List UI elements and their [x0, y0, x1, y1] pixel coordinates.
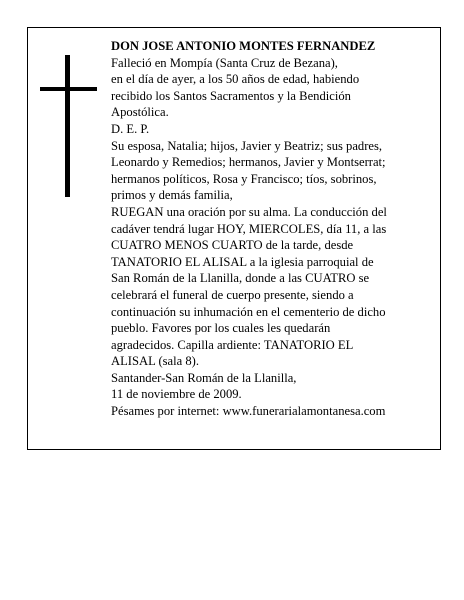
text-line: primos y demás familia, — [111, 188, 233, 203]
text-line: D. E. P. — [111, 121, 150, 136]
text-line: Santander-San Román de la Llanilla, — [111, 370, 297, 385]
text-line: 11 de noviembre de 2009. — [111, 387, 242, 402]
text-line: Su esposa, Natalia; hijos, Javier y Beatriz; sus padres, — [111, 138, 383, 153]
text-line: ALISAL (sala 8). — [111, 354, 200, 369]
text-line: celebrará el funeral de cuerpo presente, siendo a — [111, 287, 354, 302]
text-line: CUATRO MENOS CUARTO de la tarde, desde — [111, 238, 354, 253]
text-line: agradecidos. Capilla ardiente: TANATORIO EL — [111, 337, 354, 352]
deceased-name: DON JOSE ANTONIO MONTES FERNANDEZ — [111, 39, 376, 53]
text-line: Falleció en Mompía (Santa Cruz de Bezana), — [111, 55, 338, 70]
text-line: San Román de la Llanilla, donde a las CUATRO se — [111, 271, 370, 286]
text-line: hermanos políticos, Rosa y Francisco; tíos, sobrinos, — [111, 171, 377, 186]
obituary-text — [111, 38, 429, 420]
text-line: pueblo. Favores por los cuales les quedarán — [111, 321, 331, 336]
text-line: Pésames por internet: www.funerarialamontanesa.com — [111, 404, 386, 419]
text-line: en el día de ayer, a los 50 años de edad, habiendo — [111, 72, 360, 87]
text-line: TANATORIO EL ALISAL a la iglesia parroquial de — [111, 254, 374, 269]
text-line: Leonardo y Remedios; hermanos, Javier y Montserrat; — [111, 155, 386, 170]
text-line: Apostólica. — [111, 105, 169, 120]
cross-icon-bar — [40, 87, 97, 91]
cross-icon — [65, 55, 70, 197]
text-line: RUEGAN una oración por su alma. La conducción del — [111, 204, 387, 219]
text-line: recibido los Santos Sacramentos y la Bendición — [111, 88, 351, 103]
text-line: cadáver tendrá lugar HOY, MIERCOLES, día 11, a las — [111, 221, 387, 236]
text-line: continuación su inhumación en el cementerio de dicho — [111, 304, 386, 319]
